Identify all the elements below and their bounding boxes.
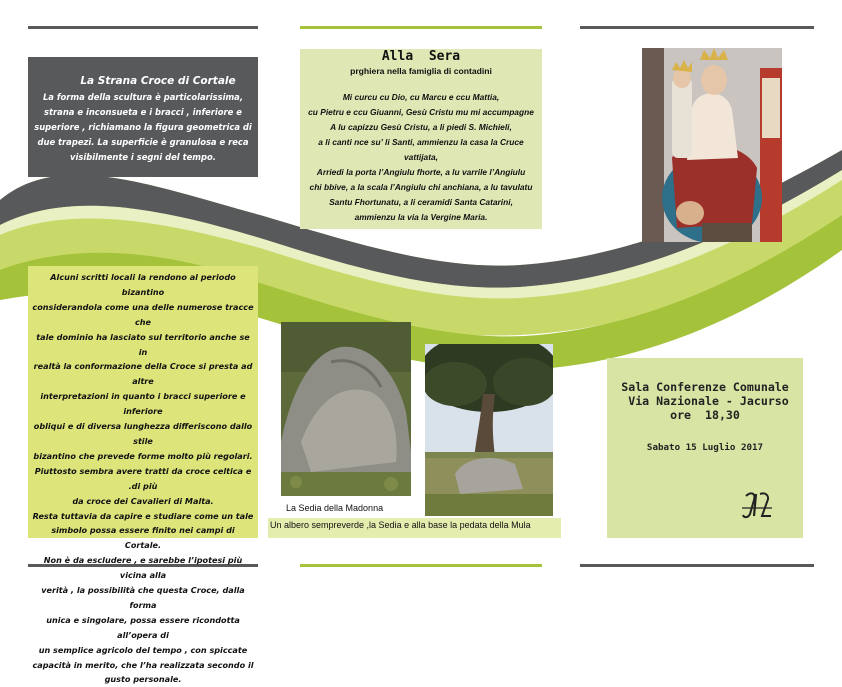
bizantino-line: Alcuni scritti locali la rendono al periodo bizantino [50,272,236,297]
bizantino-line: Piuttosto sembra avere tratti da croce celtica e .di più [34,465,252,491]
bizantino-line: simbolo possa essere finito nei campi di Cortale. [51,525,235,551]
poem-verse: Arriedi la porta l’Angiulu fhorte, a lu varrile l’Angiulu [316,167,526,177]
cortale-info-box [28,57,258,177]
bizantino-line: unica e singolare, possa essere ricondotta all’opera di [46,614,240,640]
bizantino-line: tale dominio ha lasciato sul territorio anche se in [36,331,250,357]
poem-verse: ammienzu la via la Vergine Maria. [354,212,488,222]
poem-verse: chi bbive, a la scala l’Angiulu chi anchiana, a lu tavulatu [309,182,533,192]
poem-subtitle: prghiera nella famiglia di contadini [350,66,492,76]
poem-verse: vattijata, [404,152,438,162]
bizantino-line: Non è da escludere , e sarebbe l’ipotesi più vicina alla [43,555,243,581]
poem-box [300,49,542,229]
poem-verse: a li canti nce su’ li Santi, ammienzu la casa la Cruce [318,137,524,147]
bizantino-line: da croce dei Cavalieri di Malta. [72,495,214,506]
poem-title: Alla Sera [381,49,461,64]
monogram-logo-icon [740,488,774,522]
poem-verse: cu Pietru e ccu Giuanni, Gesù Cristu mu mi accumpagne [308,107,534,117]
event-date: Sabato 15 Luglio 2017 [646,442,764,453]
caption-sedia: La Sedia della Madonna [286,503,384,513]
poem-verse: A lu capizzu Gesù Cristu, a li piedi S. Michieli, [330,122,512,132]
event-time: ore 18,30 [670,408,740,422]
bizantino-line: capacità in merito, che l’ha realizzata secondo il [32,659,254,670]
caption-albero: Un albero sempreverde ,la Sedia e alla base la pedata della Mula [268,518,561,538]
madonna-statue-photo [642,48,782,242]
poem-verse: Santu Fhortunatu, a li ceramidi Santa Catarini, [329,197,513,207]
bizantino-line: interpretazioni in quanto i bracci superiore e inferiore [40,391,246,417]
cortale-body: La forma della scultura è particolarissima, strana e inconsueta e i bracci , inferiore e superiore , richiamano la figura geometrica di due trapezi. La superficie è granulosa e reca visibilmente i segni del tempo. [34,92,252,162]
bizantino-line: gusto personale. [104,674,182,685]
event-venue: Sala Conferenze Comunale [621,380,789,394]
bizantino-line: realtà la conformazione della Croce si presta ad altre [33,361,253,387]
bizantino-line: bizantino che prevede forme molto più regolari. [33,450,253,461]
event-address: Via Nazionale - Jacurso [621,394,789,408]
tree-photo [425,344,553,516]
poem-verse: Mi curcu cu Dio, cu Marcu e ccu Mattia, [342,92,500,102]
cortale-title: La Strana Croce di Cortale [80,75,236,87]
bizantino-line: considerandola come una delle numerose tracce che [32,301,254,327]
bizantino-line: verità , la possibilità che questa Croce, dalla forma [41,585,245,610]
bizantino-line: un semplice agricolo del tempo , con spiccate [38,644,248,655]
bizantino-text-box [28,266,258,685]
bizantino-line: obliqui e di diversa lunghezza differiscono dallo stile [33,421,253,446]
stone-chair-photo [281,322,411,496]
bizantino-line: Resta tuttavia da capire e studiare come un tale [32,510,254,521]
